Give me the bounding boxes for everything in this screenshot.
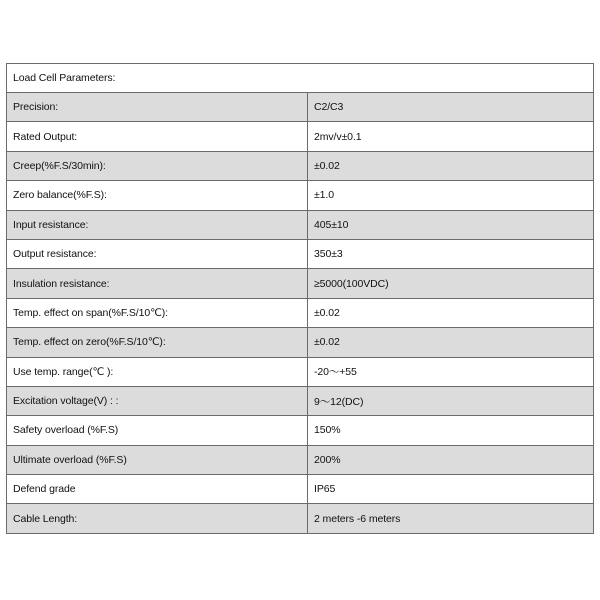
table-row <box>7 181 594 210</box>
table-row <box>7 445 594 474</box>
parameter-value: -20～+55 <box>308 357 594 386</box>
parameter-label: Insulation resistance: <box>7 269 308 298</box>
parameter-value: 2mv/v±0.1 <box>308 122 594 151</box>
table-row <box>7 386 594 415</box>
table-row <box>7 328 594 357</box>
parameter-label: Cable Length: <box>7 504 308 533</box>
parameter-value: ±0.02 <box>308 151 594 180</box>
table-row <box>7 122 594 151</box>
parameter-label: Excitation voltage(V) : : <box>7 386 308 415</box>
parameter-label: Input resistance: <box>7 210 308 239</box>
parameter-value: IP65 <box>308 475 594 504</box>
parameter-value: 9～12(DC) <box>308 386 594 415</box>
table-row <box>7 504 594 533</box>
parameter-label: Zero balance(%F.S): <box>7 181 308 210</box>
table-row <box>7 239 594 268</box>
parameter-value: ≥5000(100VDC) <box>308 269 594 298</box>
table-row <box>7 298 594 327</box>
parameter-value: 405±10 <box>308 210 594 239</box>
table-body <box>7 64 594 534</box>
parameter-value: ±0.02 <box>308 298 594 327</box>
parameter-label: Precision: <box>7 93 308 122</box>
table-row <box>7 475 594 504</box>
parameter-label: Temp. effect on zero(%F.S/10℃): <box>7 328 308 357</box>
parameter-value: ±1.0 <box>308 181 594 210</box>
parameter-label: Use temp. range(℃ ): <box>7 357 308 386</box>
table-row <box>7 357 594 386</box>
table-row <box>7 416 594 445</box>
table-row <box>7 93 594 122</box>
parameter-label: Ultimate overload (%F.S) <box>7 445 308 474</box>
load-cell-parameters-table <box>6 63 594 534</box>
parameter-label: Defend grade <box>7 475 308 504</box>
parameter-value: 2 meters -6 meters <box>308 504 594 533</box>
parameter-value: 350±3 <box>308 239 594 268</box>
table-title-row <box>7 64 594 93</box>
parameter-value: C2/C3 <box>308 93 594 122</box>
parameter-value: ±0.02 <box>308 328 594 357</box>
table-row <box>7 210 594 239</box>
parameter-label: Safety overload (%F.S) <box>7 416 308 445</box>
parameter-label: Temp. effect on span(%F.S/10℃): <box>7 298 308 327</box>
parameter-label: Creep(%F.S/30min): <box>7 151 308 180</box>
parameter-label: Rated Output: <box>7 122 308 151</box>
parameter-label: Output resistance: <box>7 239 308 268</box>
parameter-value: 200% <box>308 445 594 474</box>
parameter-value: 150% <box>308 416 594 445</box>
table-row <box>7 151 594 180</box>
table-title: Load Cell Parameters: <box>7 64 594 93</box>
table-row <box>7 269 594 298</box>
